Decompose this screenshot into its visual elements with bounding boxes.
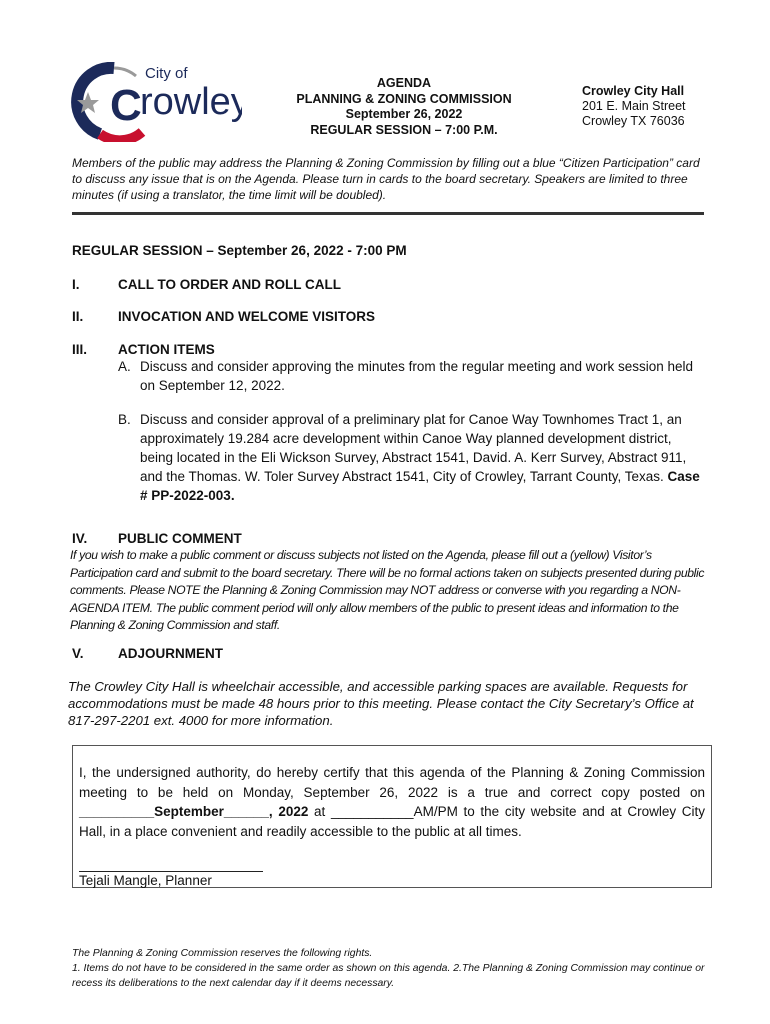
logo-name: rowley [140,81,242,123]
signer-name: Tejali Mangle, Planner [79,873,212,888]
action-item-letter: B. [118,412,131,427]
divider [72,212,704,215]
session-title: REGULAR SESSION – September 26, 2022 - 7:00 PM [72,243,407,258]
public-comment-text: If you wish to make a public comment or discuss subjects not listed on the Agenda, please fill out a (yellow) Visitor’s Participation card and submit to the board secretary. There will be no formal actions taken on subjects presented during public comments. Please NOTE the Planning & Zoning Commission may NOT address or converse with you regarding a NON-AGENDA ITEM. The public comment period will only allow members of the public to present ideas and information to the Planning & Zoning Commission and staff. [70,548,705,632]
logo-initial: C [110,81,142,130]
action-item-letter: A. [118,359,131,374]
city-hall-address [582,84,732,129]
logo-red-arc [100,132,142,140]
action-item-a [118,357,702,395]
accessibility-notice: The Crowley City Hall is wheelchair accessible, and accessible parking spaces are available. Requests for accommodations must be made 48 hours prior to this meeting. Please contact the City Secretary’s Office at 817-297-2201 ext. 4000 for more information. [68,679,694,728]
item-title-public-comment: PUBLIC COMMENT [118,531,242,546]
posting-date-blank: __________September______, 2022 [79,804,309,819]
certification-outro: AM/PM to the city website and at Crowley City Hall, in a place convenient and readily accessible to the public at all times. [79,804,706,839]
case-number: Case # PP-2022-003. [140,469,700,503]
item-number: I. [72,277,80,292]
signature-line [79,871,263,872]
item-number: IV. [72,531,88,546]
meeting-date: September 26, 2022 [345,107,463,121]
hall-name: Crowley City Hall [582,84,685,98]
logo-city-of: City of [145,65,188,82]
certification-box [72,745,712,888]
item-title-adjournment: ADJOURNMENT [118,646,224,661]
action-item-b [118,410,702,505]
session-time: REGULAR SESSION – 7:00 P.M. [310,122,498,137]
footer-line-2: 1. Items do not have to be considered in the same order as shown on this agenda. 2.The Planning & Zoning Commission may continue or recess its deliberations to the next calendar day if it deems necessary. [72,963,705,989]
item-title-call-to-order: CALL TO ORDER AND ROLL CALL [118,277,341,292]
item-number: II. [72,309,84,324]
agenda-label: AGENDA [376,76,432,90]
posting-time-blank: ___________ [330,804,414,819]
footer-line-1: The Planning & Zoning Commission reserves the following rights. [72,948,373,959]
agenda-header [280,76,528,138]
action-item-text: Discuss and consider approving the minutes from the regular meeting and work session held on September 12, 2022. [140,359,694,393]
certification-text [79,763,705,841]
certification-at: at [308,804,331,819]
hall-street: 201 E. Main Street [582,99,686,113]
item-number: V. [72,646,84,661]
action-item-text [140,410,702,505]
item-number: III. [72,342,88,357]
footer-notes [72,946,712,991]
public-notice: Members of the public may address the Planning & Zoning Commission by filling out a blue “Citizen Participation” card to discuss any issue that is on the Agenda. Please turn in cards to the board secretary. Speakers are limited to three minutes (if using a translator, the time limit will be doubled). [72,156,700,202]
crowley-logo-icon [70,62,242,142]
logo-gray-arc [114,68,136,76]
action-item-body: Discuss and consider approval of a preliminary plat for Canoe Way Townhomes Tract 1, an approximately 19.284 acre development within Canoe Way planned development district, being located in the Eli Wickson Survey, Abstract 1541, David. A. Kerr Survey, Abstract 911, and the Thomas. W. Toler Survey Abstract 1541, City of Crowley, Tarrant County, Texas. [140,412,687,484]
commission-name: PLANNING & ZONING COMMISSION [296,91,512,106]
item-title-action-items: ACTION ITEMS [118,342,215,357]
hall-city: Crowley TX 76036 [582,114,685,128]
item-title-invocation: INVOCATION AND WELCOME VISITORS [118,309,376,324]
city-logo [70,62,242,142]
certification-intro: I, the undersigned authority, do hereby certify that this agenda of the Planning & Zoning Commission meeting to be held on Monday, September 26, 2022 is a true and correct copy posted on [79,765,705,800]
